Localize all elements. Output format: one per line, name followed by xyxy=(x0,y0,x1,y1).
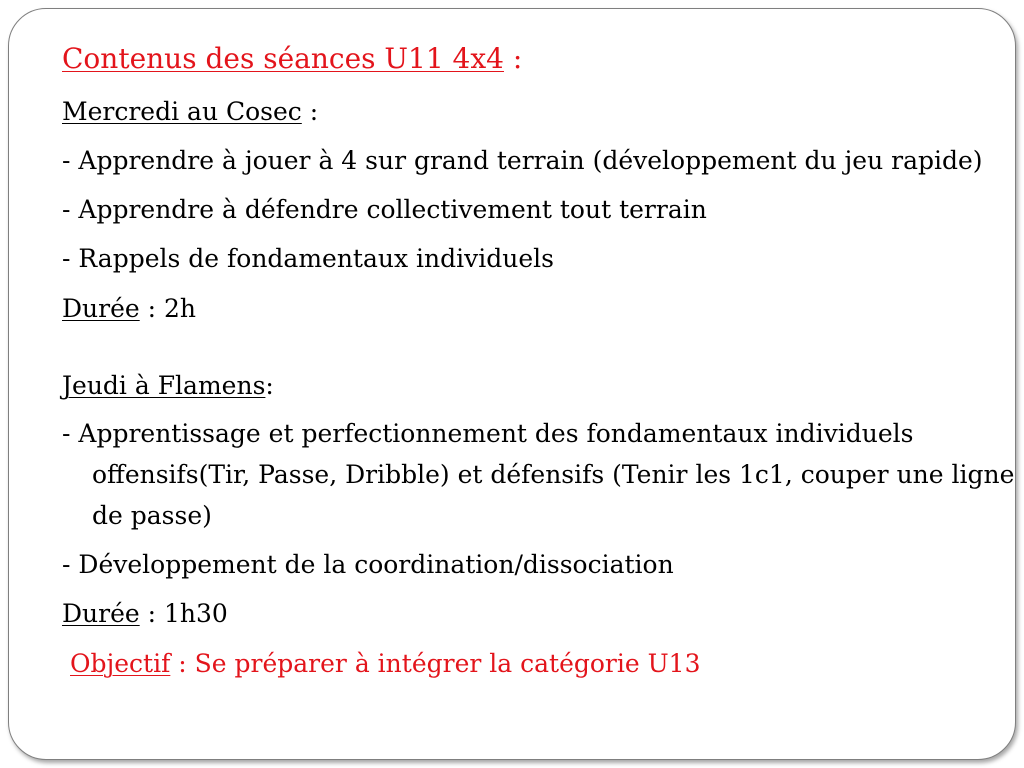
slide-title xyxy=(62,42,522,76)
section2-duration xyxy=(62,597,228,631)
objective-text: : Se préparer à intégrer la catégorie U13 xyxy=(170,649,701,678)
section1-item: - Apprendre à jouer à 4 sur grand terrain (développement du jeu rapide) xyxy=(62,146,983,175)
section2-item: - Apprentissage et perfectionnement des fondamentaux individuels offensifs(Tir, Passe, Dribble) et défensifs (Tenir les 1c1, couper une ligne de passe) xyxy=(62,419,1015,530)
section2-heading-text: Jeudi à Flamens xyxy=(62,371,266,400)
duration-value: : 2h xyxy=(139,294,197,323)
section1-heading-text: Mercredi au Cosec xyxy=(62,97,302,126)
section1-heading xyxy=(62,95,318,129)
duration-label: Durée xyxy=(62,599,140,628)
title-text: Contenus des séances U11 4x4 xyxy=(62,42,504,75)
section2-heading xyxy=(62,369,274,403)
objective-label: Objectif xyxy=(70,649,171,678)
section2-heading-suffix: : xyxy=(265,371,274,400)
duration-label: Durée xyxy=(62,294,140,323)
section1-heading-suffix: : xyxy=(301,97,319,126)
section1-item: - Rappels de fondamentaux individuels xyxy=(62,244,554,273)
section1-duration xyxy=(62,292,196,326)
title-suffix: : xyxy=(503,42,523,75)
objective-line xyxy=(70,647,700,681)
section2-item: - Développement de la coordination/dissociation xyxy=(62,550,674,579)
duration-value: : 1h30 xyxy=(139,599,228,628)
section1-item: - Apprendre à défendre collectivement tout terrain xyxy=(62,195,707,224)
